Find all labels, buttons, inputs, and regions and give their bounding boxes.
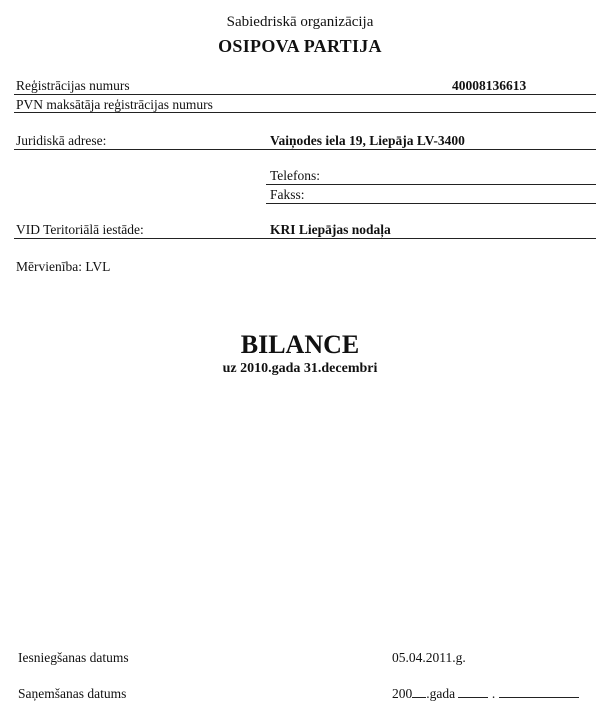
fax-underline [266, 203, 596, 204]
document-subtitle: uz 2010.gada 31.decembri [222, 361, 378, 376]
submission-date-label: Iesniegšanas datums [18, 650, 129, 665]
org-name: OSIPOVA PARTIJA [218, 36, 382, 56]
address-underline [14, 149, 596, 150]
receipt-month-blank [499, 684, 579, 698]
vid-office-value: KRI Liepājas nodaļa [270, 222, 391, 237]
address-label: Juridiskā adrese: [16, 133, 107, 148]
address-value: Vaiņodes iela 19, Liepāja LV-3400 [270, 133, 465, 148]
org-type: Sabiedriskā organizācija [226, 14, 374, 30]
receipt-dot: . [491, 686, 496, 701]
submission-date-value: 05.04.2011.g. [392, 650, 466, 665]
receipt-gada-text: .gada [426, 686, 456, 701]
reg-number-label: Reģistrācijas numurs [16, 78, 130, 93]
receipt-year-prefix: 200 [392, 686, 413, 701]
phone-label: Telefons: [270, 168, 321, 183]
vat-number-label: PVN maksātāja reģistrācijas numurs [16, 97, 213, 112]
phone-underline [266, 184, 596, 185]
document-title: BILANCE [240, 330, 360, 359]
currency-unit: Mērvienība: LVL [16, 259, 111, 274]
vid-office-underline [14, 238, 596, 239]
receipt-date-field [392, 684, 579, 702]
receipt-date-label: Saņemšanas datums [18, 686, 127, 701]
receipt-year-blank [412, 684, 426, 698]
reg-number-underline [14, 94, 596, 95]
vat-number-underline [14, 112, 596, 113]
reg-number-value: 40008136613 [452, 78, 527, 93]
vid-office-label: VID Teritoriālā iestāde: [16, 222, 144, 237]
fax-label: Fakss: [270, 187, 305, 202]
receipt-day-blank [458, 684, 488, 698]
